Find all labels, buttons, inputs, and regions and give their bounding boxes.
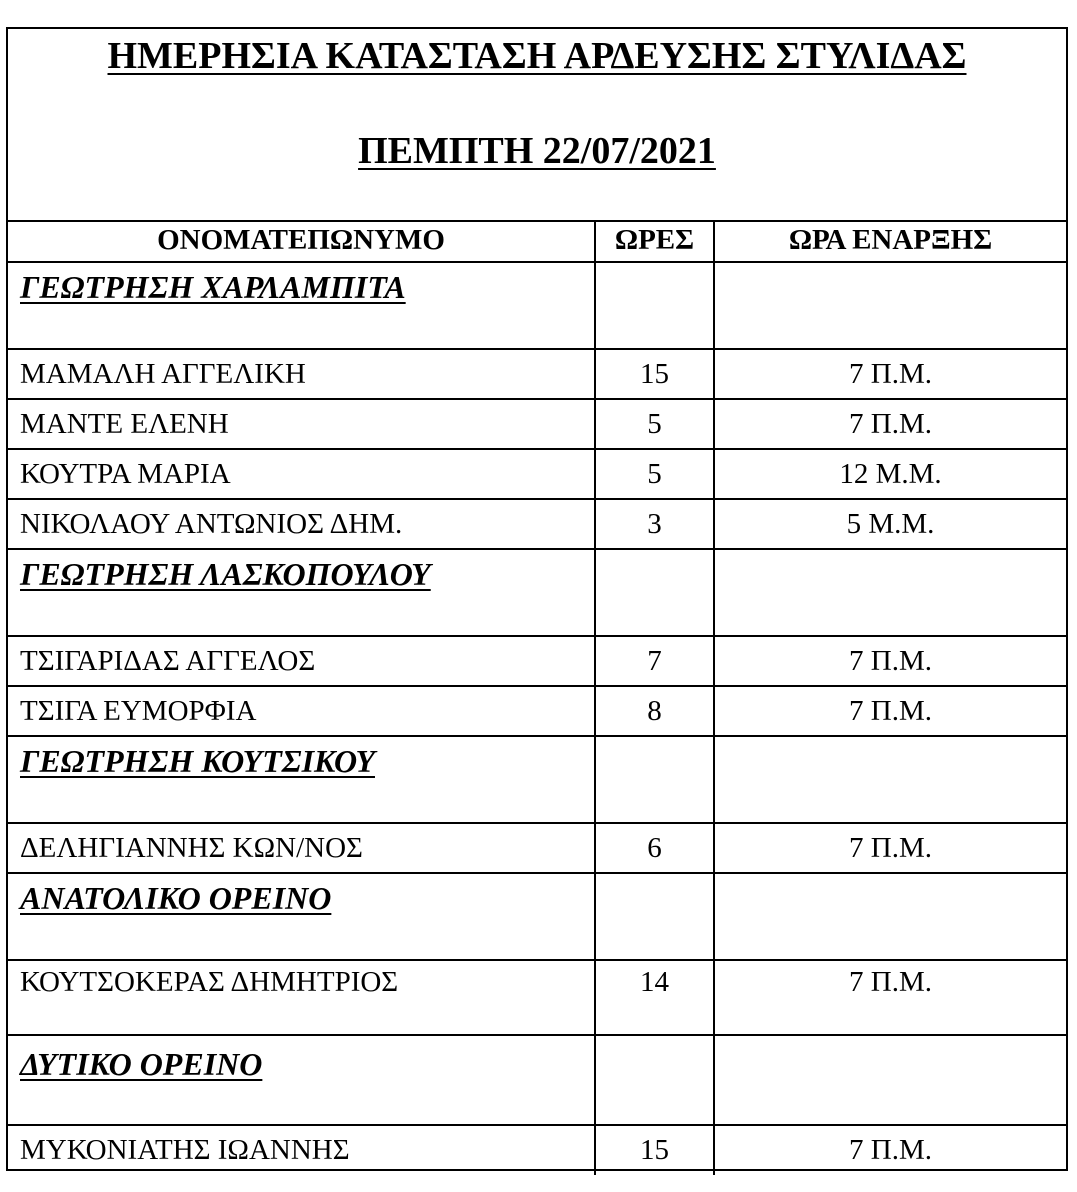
section-title: ΔΥΤΙΚΟ ΟΡΕΙΝΟ: [20, 1046, 263, 1082]
table-row: [8, 1125, 1066, 1175]
section-title: ΓΕΩΤΡΗΣΗ ΚΟΥΤΣΙΚΟΥ: [20, 743, 375, 779]
title-block: [8, 29, 1066, 222]
table-row: [8, 449, 1066, 499]
empty-cell: [714, 262, 1066, 349]
section-title: ΑΝΑΤΟΛΙΚΟ ΟΡΕΙΝΟ: [20, 880, 332, 916]
empty-cell: [714, 873, 1066, 960]
section-row: [8, 549, 1066, 636]
table-row: [8, 499, 1066, 549]
header-start-time: ΩΡΑ ΕΝΑΡΞΗΣ: [714, 220, 1066, 262]
hours-value: 7: [595, 636, 714, 686]
section-row: [8, 873, 1066, 960]
start-time-value: 7 Π.Μ.: [714, 349, 1066, 399]
section-title: ΓΕΩΤΡΗΣΗ ΛΑΣΚΟΠΟΥΛΟΥ: [20, 556, 431, 592]
start-time-value: 12 Μ.Μ.: [714, 449, 1066, 499]
document-frame: [6, 27, 1068, 1171]
header-name: ΟΝΟΜΑΤΕΠΩΝΥΜΟ: [8, 220, 595, 262]
start-time-value: 7 Π.Μ.: [714, 686, 1066, 736]
person-name: ΔΕΛΗΓΙΑΝΝΗΣ ΚΩΝ/ΝΟΣ: [8, 823, 595, 873]
empty-cell: [595, 262, 714, 349]
person-name: ΝΙΚΟΛΑΟΥ ΑΝΤΩΝΙΟΣ ΔΗΜ.: [8, 499, 595, 549]
start-time-value: 7 Π.Μ.: [714, 636, 1066, 686]
table-row: [8, 399, 1066, 449]
section-title: ΓΕΩΤΡΗΣΗ ΧΑΡΛΑΜΠΙΤΑ: [20, 269, 406, 305]
empty-cell: [714, 736, 1066, 823]
person-name: ΤΣΙΓΑΡΙΔΑΣ ΑΓΓΕΛΟΣ: [8, 636, 595, 686]
person-name: ΤΣΙΓΑ ΕΥΜΟΡΦΙΑ: [8, 686, 595, 736]
hours-value: 15: [595, 349, 714, 399]
section-row: [8, 1035, 1066, 1125]
person-name: ΜΑΜΑΛΗ ΑΓΓΕΛΙΚΗ: [8, 349, 595, 399]
hours-value: 5: [595, 399, 714, 449]
start-time-value: 7 Π.Μ.: [714, 1125, 1066, 1175]
document-date: ΠΕΜΠΤΗ 22/07/2021: [358, 130, 716, 172]
irrigation-schedule-table: [8, 220, 1066, 1175]
empty-cell: [595, 736, 714, 823]
section-cell: [8, 262, 595, 349]
start-time-value: 7 Π.Μ.: [714, 823, 1066, 873]
hours-value: 14: [595, 960, 714, 1035]
table-row: [8, 686, 1066, 736]
empty-cell: [595, 1035, 714, 1125]
person-name: ΜΥΚΟΝΙΑΤΗΣ ΙΩΑΝΝΗΣ: [8, 1125, 595, 1175]
hours-value: 8: [595, 686, 714, 736]
section-row: [8, 262, 1066, 349]
person-name: ΚΟΥΤΡΑ ΜΑΡΙΑ: [8, 449, 595, 499]
section-row: [8, 736, 1066, 823]
person-name: ΜΑΝΤΕ ΕΛΕΝΗ: [8, 399, 595, 449]
hours-value: 15: [595, 1125, 714, 1175]
document-title: ΗΜΕΡΗΣΙΑ ΚΑΤΑΣΤΑΣΗ ΑΡΔΕΥΣΗΣ ΣΤΥΛΙΔΑΣ: [107, 35, 967, 77]
empty-cell: [595, 549, 714, 636]
table-row: [8, 349, 1066, 399]
hours-value: 6: [595, 823, 714, 873]
section-cell: [8, 549, 595, 636]
person-name: ΚΟΥΤΣΟΚΕΡΑΣ ΔΗΜΗΤΡΙΟΣ: [8, 960, 595, 1035]
start-time-value: 7 Π.Μ.: [714, 399, 1066, 449]
table-row: [8, 636, 1066, 686]
empty-cell: [595, 873, 714, 960]
section-cell: [8, 1035, 595, 1125]
start-time-value: 5 Μ.Μ.: [714, 499, 1066, 549]
header-hours: ΩΡΕΣ: [595, 220, 714, 262]
hours-value: 5: [595, 449, 714, 499]
table-row: [8, 960, 1066, 1035]
empty-cell: [714, 1035, 1066, 1125]
table-header-row: [8, 220, 1066, 262]
empty-cell: [714, 549, 1066, 636]
section-cell: [8, 873, 595, 960]
section-cell: [8, 736, 595, 823]
table-row: [8, 823, 1066, 873]
start-time-value: 7 Π.Μ.: [714, 960, 1066, 1035]
hours-value: 3: [595, 499, 714, 549]
